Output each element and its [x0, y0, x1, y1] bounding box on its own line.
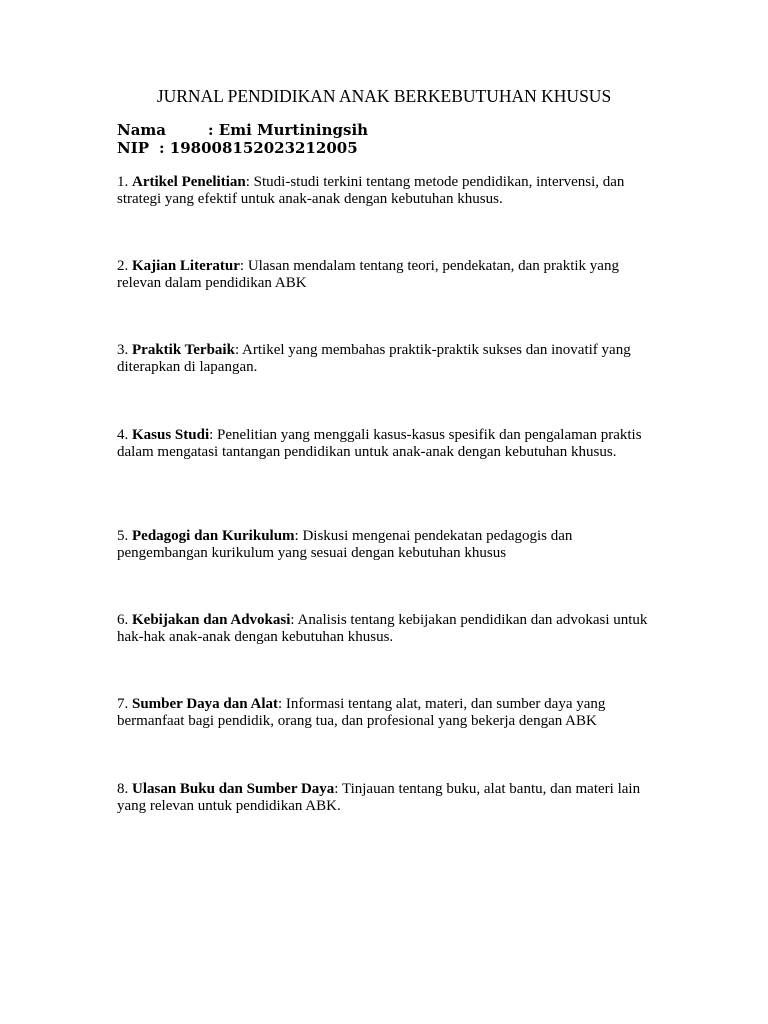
name-value: : Emi Murtiningsih: [208, 121, 369, 139]
item-text: : Penelitian yang menggali kasus-kasus spesifik dan pengalaman praktis dalam mengatasi tantangan pendidikan untuk anak-anak dengan kebutuhan khusus.: [117, 427, 642, 460]
item-term: Kajian Literatur: [132, 258, 240, 274]
item-term: Ulasan Buku dan Sumber Daya: [132, 781, 335, 797]
list-item-6: [117, 612, 657, 646]
item-term: Artikel Penelitian: [132, 174, 246, 190]
item-text: : Studi-studi terkini tentang metode pendidikan, intervensi, dan strategi yang efektif untuk anak-anak dengan kebutuhan khusus.: [117, 174, 625, 207]
item-term: Pedagogi dan Kurikulum: [132, 528, 295, 544]
nip-value: : 198008152023212005: [159, 139, 358, 157]
item-number: 3.: [117, 342, 132, 358]
list-item-1: [117, 174, 657, 208]
document-title: JURNAL PENDIDIKAN ANAK BERKEBUTUHAN KHUSUS: [156, 86, 612, 106]
list-item-5: [117, 528, 657, 562]
item-number: 7.: [117, 696, 132, 712]
item-number: 1.: [117, 174, 132, 190]
item-number: 2.: [117, 258, 132, 274]
item-number: 4.: [117, 427, 132, 443]
name-label: Nama: [117, 121, 167, 139]
nip-row: [117, 139, 358, 157]
item-number: 8.: [117, 781, 132, 797]
list-item-3: [117, 342, 657, 376]
item-text: : Tinjauan tentang buku, alat bantu, dan materi lain yang relevan untuk pendidikan ABK.: [117, 781, 641, 814]
item-number: 5.: [117, 528, 132, 544]
list-item-4: [117, 427, 657, 461]
item-text: : Ulasan mendalam tentang teori, pendekatan, dan praktik yang relevan dalam pendidikan ABK: [117, 258, 619, 291]
list-item-8: [117, 781, 657, 815]
nip-label: NIP: [117, 139, 150, 157]
item-term: Kebijakan dan Advokasi: [132, 612, 291, 628]
item-text: : Artikel yang membahas praktik-praktik sukses dan inovatif yang diterapkan di lapangan.: [117, 342, 631, 375]
item-term: Kasus Studi: [132, 427, 210, 443]
item-term: Sumber Daya dan Alat: [132, 696, 279, 712]
item-text: : Informasi tentang alat, materi, dan sumber daya yang bermanfaat bagi pendidik, orang tua, dan profesional yang bekerja dengan ABK: [117, 696, 606, 729]
item-term: Praktik Terbaik: [132, 342, 235, 358]
name-row: [117, 121, 368, 139]
list-item-2: [117, 258, 657, 292]
item-number: 6.: [117, 612, 132, 628]
item-text: : Analisis tentang kebijakan pendidikan dan advokasi untuk hak-hak anak-anak dengan kebutuhan khusus.: [117, 612, 648, 645]
list-item-7: [117, 696, 657, 730]
item-text: : Diskusi mengenai pendekatan pedagogis dan pengembangan kurikulum yang sesuai dengan kebutuhan khusus: [117, 528, 573, 561]
